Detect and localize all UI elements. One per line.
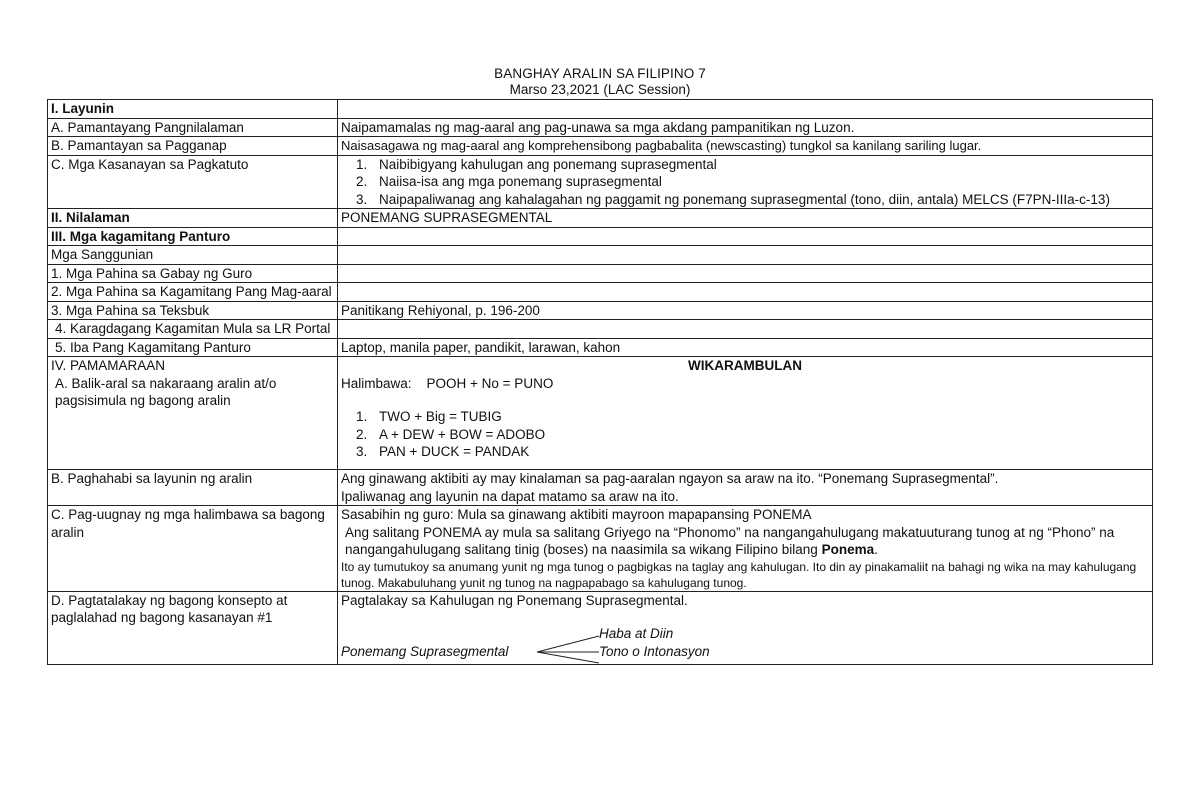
- row-value: Laptop, manila paper, pandikit, larawan, kahon: [338, 338, 1153, 357]
- row-value-empty: [338, 283, 1153, 302]
- row-value-block: [338, 591, 1153, 665]
- row-label: D. Pagtatalakay ng bagong konsepto at paglalahad ng bagong kasanayan #1: [48, 591, 338, 665]
- row-value-empty: [338, 246, 1153, 265]
- row-label: 2. Mga Pahina sa Kagamitang Pang Mag-aaral: [48, 283, 338, 302]
- row-label: Mga Sanggunian: [48, 246, 338, 265]
- row-value: PONEMANG SUPRASEGMENTAL: [338, 209, 1153, 228]
- bold-term: Ponema: [821, 542, 875, 557]
- row-label: III. Mga kagamitang Panturo: [48, 227, 338, 246]
- diagram-branch: Tono o Intonasyon: [599, 644, 710, 659]
- row-label: IV. PAMAMARAAN: [51, 358, 166, 373]
- row-value: Panitikang Rehiyonal, p. 196-200: [338, 301, 1153, 320]
- row-value-list: [338, 155, 1153, 209]
- text-line: Ang ginawang aktibiti ay may kinalaman sa pag-aaralan ngayon sa araw na ito. “Ponemang Suprasegmental”.: [341, 471, 999, 486]
- objectives-list: [341, 156, 1149, 209]
- activity-heading: WIKARAMBULAN: [688, 358, 802, 373]
- table-row: [48, 301, 1153, 320]
- text-paragraph-small: Ito ay tumutukoy sa anumang yunit ng mga tunog o pagbigkas na taglay ang kahulugan. Ito din ay pinakamaliit na bahagi ng wika na may kahulugang tunog. Makabuluhang yunit ng tunog na nagpapabago sa kahulugang tunog.: [341, 559, 1137, 590]
- row-value-block: [338, 506, 1153, 592]
- row-label: C. Mga Kasanayan sa Pagkatuto: [48, 155, 338, 209]
- concept-diagram: [341, 609, 1149, 664]
- row-label: 4. Karagdagang Kagamitan Mula sa LR Portal: [48, 320, 338, 339]
- table-row: [48, 264, 1153, 283]
- table-row: [48, 591, 1153, 665]
- diagram-branch: Haba at Diin: [599, 626, 674, 641]
- branch-line: [537, 652, 599, 663]
- row-label: 5. Iba Pang Kagamitang Panturo: [48, 338, 338, 357]
- row-label: A. Pamantayang Pangnilalaman: [48, 118, 338, 137]
- row-label: 1. Mga Pahina sa Gabay ng Guro: [48, 264, 338, 283]
- list-item: 3. Naipapaliwanag ang kahalagahan ng paggamit ng ponemang suprasegmental (tono, diin, antala) MELCS (F7PN-IIIa-c-13): [371, 191, 1143, 209]
- branch-line: [537, 636, 599, 652]
- table-row: [48, 100, 1153, 119]
- row-label-block: [48, 357, 338, 470]
- table-row: [48, 338, 1153, 357]
- table-row: [48, 357, 1153, 470]
- text-paragraph: [341, 524, 1149, 559]
- table-row: [48, 320, 1153, 339]
- row-label: 3. Mga Pahina sa Teksbuk: [48, 301, 338, 320]
- text-line: Ipaliwanag ang layunin na dapat matamo sa araw na ito.: [341, 488, 679, 504]
- row-label: II. Nilalaman: [48, 209, 338, 228]
- list-item: 3. PAN + DUCK = PANDAK: [371, 443, 1149, 461]
- diagram-root: Ponemang Suprasegmental: [341, 644, 509, 659]
- row-value-empty: [338, 227, 1153, 246]
- row-value: Naisasagawa ng mag-aaral ang komprehensibong pagbabalita (newscasting) tungkol sa kanilang sariling lugar.: [338, 137, 1153, 156]
- text-line: Sasabihin ng guro: Mula sa ginawang aktibiti mayroon mapapansing PONEMA: [341, 507, 812, 522]
- list-item: 1. TWO + Big = TUBIG: [371, 408, 1149, 426]
- document-date: Marso 23,2021 (LAC Session): [509, 82, 691, 97]
- table-row: [48, 506, 1153, 592]
- lesson-plan-table: [47, 99, 1153, 665]
- table-row: [48, 227, 1153, 246]
- row-label: B. Pamantayan sa Pagganap: [48, 137, 338, 156]
- row-value-block: [338, 357, 1153, 470]
- table-row: [48, 470, 1153, 506]
- document-title: BANGHAY ARALIN SA FILIPINO 7: [494, 66, 706, 81]
- text-line: Pagtalakay sa Kahulugan ng Ponemang Suprasegmental.: [341, 592, 688, 608]
- row-label-layunin: I. Layunin: [48, 100, 338, 119]
- row-value-empty: [338, 100, 1153, 119]
- list-item: 1. Naibibigyang kahulugan ang ponemang suprasegmental: [371, 156, 1143, 174]
- paragraph-text: Ang salitang PONEMA ay mula sa salitang Griyego na “Phonomo” na nangangahulugang makatuuturang tunog at ng “Phono” na nangangahulugang salitang tinig (boses) na naasimila sa wikang Filipino bilang: [345, 524, 1115, 557]
- list-item: 2. Naiisa-isa ang mga ponemang suprasegmental: [371, 173, 1143, 191]
- table-row: [48, 137, 1153, 156]
- table-row: [48, 155, 1153, 209]
- row-label: B. Paghahabi sa layunin ng aralin: [48, 470, 338, 506]
- row-value: Naipamamalas ng mag-aaral ang pag-unawa sa mga akdang pampanitikan ng Luzon.: [338, 118, 1153, 137]
- row-value-empty: [338, 320, 1153, 339]
- row-value-block: [338, 470, 1153, 506]
- row-sublabel: A. Balik-aral sa nakaraang aralin at/o pagsisimula ng bagong aralin: [55, 375, 277, 408]
- list-item: 2. A + DEW + BOW = ADOBO: [371, 426, 1149, 444]
- table-row: [48, 246, 1153, 265]
- example-line: Halimbawa: POOH + No = PUNO: [341, 375, 554, 391]
- example-list: [341, 408, 1149, 461]
- table-row: [48, 118, 1153, 137]
- row-value-empty: [338, 264, 1153, 283]
- table-row: [48, 283, 1153, 302]
- table-row: [48, 209, 1153, 228]
- row-label: C. Pag-uugnay ng mga halimbawa sa bagong aralin: [48, 506, 338, 592]
- paragraph-end: .: [874, 542, 878, 557]
